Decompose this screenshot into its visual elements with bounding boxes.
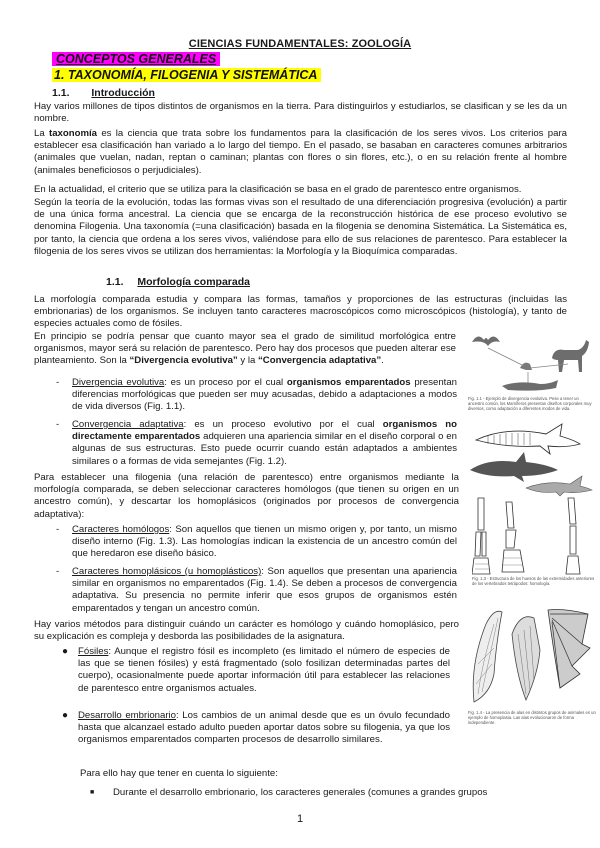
mammal-silhouettes <box>468 328 593 396</box>
bullet-dash: - <box>56 566 60 577</box>
text-run: : Son aquellos que presentan una apariencia similar en organismos no emparentados (Fig. 1.4). Se deben a procesos de convergencia adaptativa. Su presencia no permite inferir que esos grupos de organismos estén emparentados y tengan un ancestro común. <box>72 566 458 614</box>
arm-bone-humerus-3 <box>568 498 576 524</box>
horse-silhouette <box>552 340 589 372</box>
text-run: : Son aquellos que tienen un mismo origen y, por tanto, un mismo diseño interno (Fig. 1.3). Las homologías indican la existencia de un ancestro común del que heredaron ese diseño básico. <box>72 524 457 560</box>
arm-bone-forearm-2 <box>506 530 516 548</box>
section-heading-taxonomia: 1. TAXONOMÍA, FILOGENIA Y SISTEMÁTICA <box>52 68 321 82</box>
bird-wing <box>512 617 540 700</box>
morfo-paragraph-1: La morfología comparada estudia y compara las formas, tamaños y proporciones de las estructuras (incluidas las embrionarias) de los organismos. Se incluyen tanto caracteres macroscópicos como microscópicos (histología), y tanto de especies actuales como de fósiles. <box>34 294 567 330</box>
insect-wing <box>473 611 502 702</box>
morfo-paragraph-3: Para establecer una filogenia (una relación de parentesco) entre organismos mediante la morfología comparada, se deben seleccionar caracteres homólogos (que tienen su origen en un ancestro común), y descartar los homoplásicos (originados por procesos de convergencia adaptativa): <box>34 472 459 520</box>
bullet-dash: - <box>56 377 60 388</box>
text-run: es la ciencia que trata sobre los fundamentos para la clasificación de los seres vivos. Los criterios para establecer esa clasificación han variado a lo largo del tiempo. En el pasado, se basaban en caracteres comunes arbitrarios (animales que vuelan, nadan, reptan o caminan; plantas con flores o sin flores, etc.), o en su relación frente al hombre (animales beneficiosos o perjudiciales). <box>34 128 567 176</box>
item-desarrollo <box>78 710 450 747</box>
term-homoplasicos: Caracteres homoplásicos (u homoplásticos) <box>72 566 262 577</box>
bold-run: organismos no directamente emparentados <box>72 419 457 443</box>
bat-silhouette <box>472 336 500 346</box>
text-run: En principio se podría pensar que cuanto mayor sea el grado de similitud morfológica entre organismos, mayor será su relación de parentesco. Pero hay dos procesos que pueden alterar ese planteamiento. Son la <box>34 331 456 367</box>
dolphin-silhouette <box>526 476 592 496</box>
intro-paragraph-4: Según la teoría de la evolución, todas las formas vivas son el resultado de una diferenciación progresiva (evolución) a partir de una única forma ancestral. La ciencia que se encarga de la reconstrucción histórica de ese proceso evolutivo se denomina Filogenia. Una taxonomía (=una clasificación) basada en la filogenia se denomina Sistemática. La Sistemática es, por tanto, la ciencia que ordena a los seres vivos, valiéndose para ello de sus relaciones de parentesco. Para establecer la filogenia de los seres vivos se utilizan dos herramientas: la Morfología y la Bioquímica comparadas. <box>34 197 567 257</box>
bullet-dot: ● <box>62 710 69 721</box>
bullet-dash: - <box>56 419 60 430</box>
figure-caption-1-1: Fig. 1.1 - Ejemplo de divergencia evolutiva. Pese a tener un ancestro común, los Mamíferos presentan diseños corporales muy diversos, como adaptación a diferentes modos de vida. <box>468 396 592 411</box>
page-number: 1 <box>296 813 304 825</box>
text-run: : es un proceso evolutivo por el cual <box>183 419 383 430</box>
bullet-square: ■ <box>90 789 95 796</box>
text-run: : Aunque el registro fósil es incompleto (es limitado el número de especies de las que se tienen fósiles) y está fragmentado (solo fosilizan determinadas partes del cuerpo), ocasionalmente puede aportar información útil para establecer las relaciones de parentesco entre organismos actuales. <box>78 646 450 694</box>
hand-bones-2 <box>502 550 524 572</box>
subsection-number: 1.1. <box>52 87 70 99</box>
section-heading-conceptos: CONCEPTOS GENERALES <box>52 52 220 66</box>
term-convergencia: “Convergencia adaptativa” <box>258 355 382 367</box>
item-homoplasicos <box>72 566 457 615</box>
item-homologos <box>72 524 457 561</box>
term-homologos: Caracteres homólogos <box>72 524 170 535</box>
arm-bone-radius-1 <box>475 532 481 556</box>
figure-homoplasia <box>468 604 596 738</box>
term-desarrollo-embrionario: Desarrollo embrionario <box>78 710 176 721</box>
ancestor-silhouette <box>520 363 532 370</box>
intro-paragraph-3: En la actualidad, el criterio que se utiliza para la clasificación se basa en el grado de parentesco entre organismos. <box>34 184 522 195</box>
term-divergencia-evolutiva: Divergencia evolutiva <box>72 377 165 388</box>
subsection-title: Morfología comparada <box>137 276 250 288</box>
text-run: presentan diferencias morfológicas que pueden ser muy acusadas, debido a adaptaciones a modos de vida diversos (Fig. 1.1). <box>72 377 457 413</box>
text-run: : Los cambios de un animal desde que es un óvulo fecundado hasta que alcanzael estado adulto pueden aportar datos sobre su filogenia, ya que los organismos emparentados comparten procesos de desarrollo similares. <box>78 710 450 746</box>
hand-bones-3 <box>566 556 580 574</box>
figure-caption-1-4: Fig. 1.4 - La presencia de alas en distintos grupos de animales es un ejemplo de homoplasia. Las alas evolucionaron de forma independiente. <box>468 710 596 725</box>
morfo-paragraph-5: Para ello hay que tener en cuenta lo siguiente: <box>80 768 278 779</box>
term-convergencia-adaptativa: Convergencia adaptativa <box>72 419 184 430</box>
figure-homologia <box>472 494 597 604</box>
intro-paragraph-1: Hay varios millones de tipos distintos de organismos en la tierra. Para distinguirlos y estudiarlos, se clasifican y se les da un nombre. <box>34 101 567 125</box>
intro-paragraph-2 <box>34 128 567 177</box>
bat-wing <box>548 610 590 689</box>
item-divergencia <box>72 377 457 414</box>
ichthyosaur-outline <box>476 424 580 454</box>
item-convergencia <box>72 419 457 468</box>
bold-run: organismos emparentados <box>286 377 411 388</box>
arm-bone-forearm-3 <box>570 526 576 554</box>
morfo-paragraph-2 <box>34 331 456 368</box>
text-run: La <box>34 128 50 139</box>
document-title: CIENCIAS FUNDAMENTALES: ZOOLOGÍA <box>188 38 412 50</box>
term-fosiles: Fósiles <box>78 646 109 657</box>
arm-bone-humerus-2 <box>506 502 514 528</box>
hand-bones-1 <box>472 558 490 574</box>
text-run: y la <box>237 355 258 367</box>
subsection-morfologia <box>106 276 250 288</box>
text-run: : es un proceso por el cual <box>164 377 287 388</box>
arm-bone-ulna-1 <box>482 532 486 556</box>
figure-divergencia <box>468 328 593 420</box>
bullet-dash: - <box>56 524 60 535</box>
shark-silhouette <box>470 452 558 482</box>
sub-item-1: Durante el desarrollo embrionario, los caracteres generales (comunes a grandes grupos <box>113 787 488 798</box>
figure-caption-1-3: Fig. 1.3 - Estructura de los huesos de las extremidades anteriores de los vertebrados tetrápodos: homología. <box>472 576 595 586</box>
figure-convergencia <box>466 418 594 498</box>
whale-silhouette <box>502 380 558 391</box>
arm-bone-humerus-1 <box>478 498 484 530</box>
item-fosiles <box>78 646 450 695</box>
text-run: adquieren una apariencia similar en el diseño corporal o en algunas de sus estructuras. Esto puede ocurrir cuando están adaptados a ambientes similares o a formas de vida semejantes (Fig. 1.2). <box>72 431 457 467</box>
term-taxonomia: taxonomía <box>49 128 97 139</box>
subsection-title: Introducción <box>91 87 155 99</box>
subsection-number: 1.1. <box>106 276 124 288</box>
term-divergencia: “Divergencia evolutiva” <box>129 355 238 367</box>
text-run: . <box>381 355 384 367</box>
morfo-paragraph-4: Hay varios métodos para distinguir cuándo un carácter es homólogo y cuándo homoplásico, pero su explicación es compleja y desborda las posibilidades de la asignatura. <box>34 619 459 643</box>
subsection-introduccion <box>52 87 155 99</box>
bullet-dot: ● <box>62 646 69 657</box>
